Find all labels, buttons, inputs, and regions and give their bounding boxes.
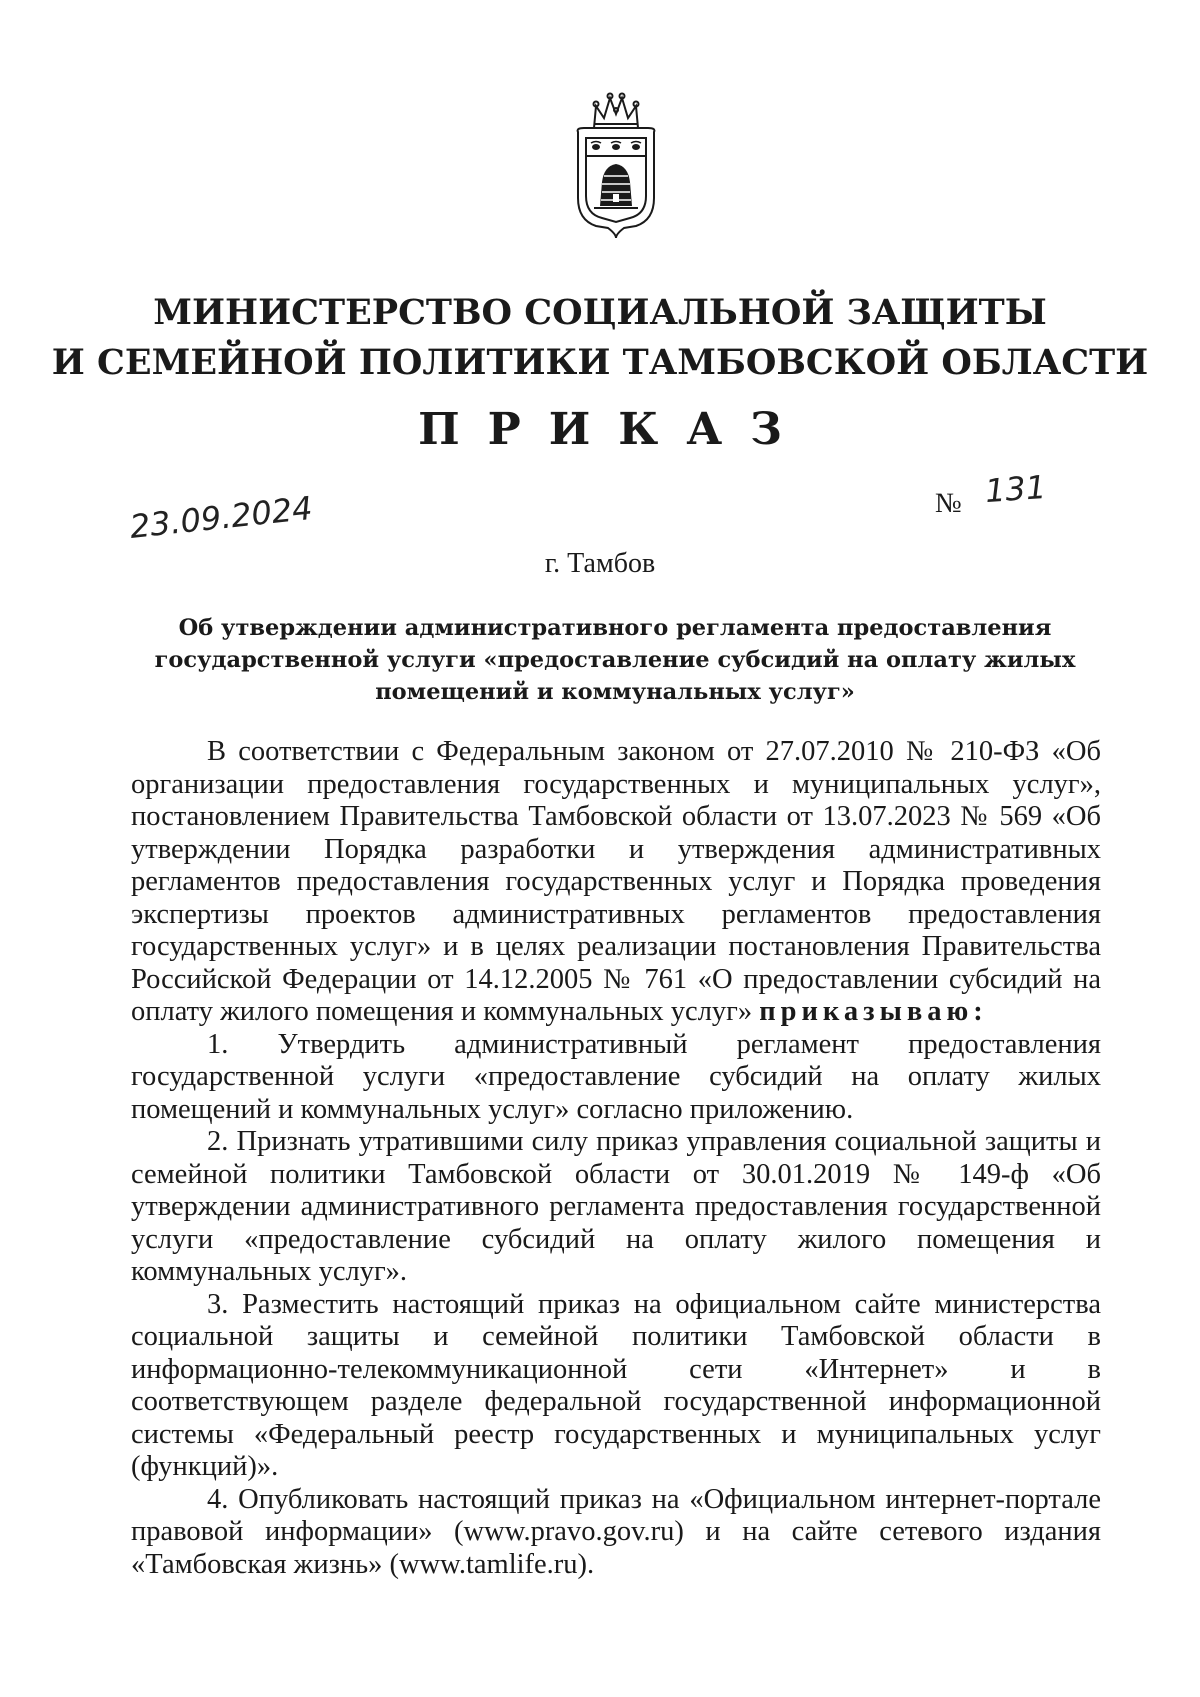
preamble-text: В соответствии с Федеральным законом от 27.07.2010 № 210-ФЗ «Об организации предоставления государственных и муниципальных услуг», постановлением Правительства Тамбовской области от 13.07.2023 № 569 «Об утверждении Порядка разработки и утверждения административных регламентов предоставления государственных услуг и Порядка проведения экспертизы проектов административных регламентов предоставления государственных услуг» и в целях реализации постановления Правительства Российской Федерации от 14.12.2005 № 761 «О предоставлении субсидий на оплату жилого помещения и коммунальных услуг»	[131, 736, 1101, 1027]
order-subject: Об утверждении административного регламента предоставления государственной услуги «предоставление субсидий на оплату жилых помещений и коммунальных услуг»	[154, 615, 1076, 705]
document-type-title: ПРИКАЗ	[418, 404, 810, 455]
coat-of-arms-emblem	[570, 88, 662, 240]
handwritten-date: 23.09.2024	[128, 488, 315, 546]
city-line: г. Тамбов	[544, 548, 656, 579]
order-item-1: 1. Утвердить административный регламент предоставления государственной услуги «предоставление субсидий на оплату жилых помещений и коммунальных услуг» согласно приложению.	[131, 1028, 1101, 1125]
ministry-line-1: МИНИСТЕРСТВО СОЦИАЛЬНОЙ ЗАЩИТЫ	[153, 292, 1047, 333]
order-item-4: 4. Опубликовать настоящий приказ на «Официальном интернет-портале правовой информации» (www.pravo.gov.ru) и на сайте сетевого издания «Тамбовская жизнь» (www.tamlife.ru).	[131, 1483, 1101, 1580]
order-item-2: 2. Признать утратившими силу приказ управления социальной защиты и семейной политики Тамбовской области от 30.01.2019 № 149-ф «Об утверждении административного регламента предоставления государственной услуги «предоставление субсидий на оплату жилого помещения и коммунальных услуг».	[131, 1126, 1101, 1287]
ministry-name	[0, 288, 1200, 388]
order-word: приказываю:	[759, 996, 988, 1027]
preamble-paragraph	[131, 736, 1101, 1029]
number-label: №	[935, 488, 962, 519]
ministry-line-2: И СЕМЕЙНОЙ ПОЛИТИКИ ТАМБОВСКОЙ ОБЛАСТИ	[51, 342, 1149, 383]
order-body	[131, 736, 1101, 1581]
handwritten-number: 131	[983, 467, 1048, 511]
order-item-3: 3. Разместить настоящий приказ на официальном сайте министерства социальной защиты и семейной политики Тамбовской области в информационно-телекоммуникационной сети «Интернет» и в соответствующем разделе федеральной государственной информационной системы «Федеральный реестр государственных и муниципальных услуг (функций)».	[131, 1288, 1101, 1482]
